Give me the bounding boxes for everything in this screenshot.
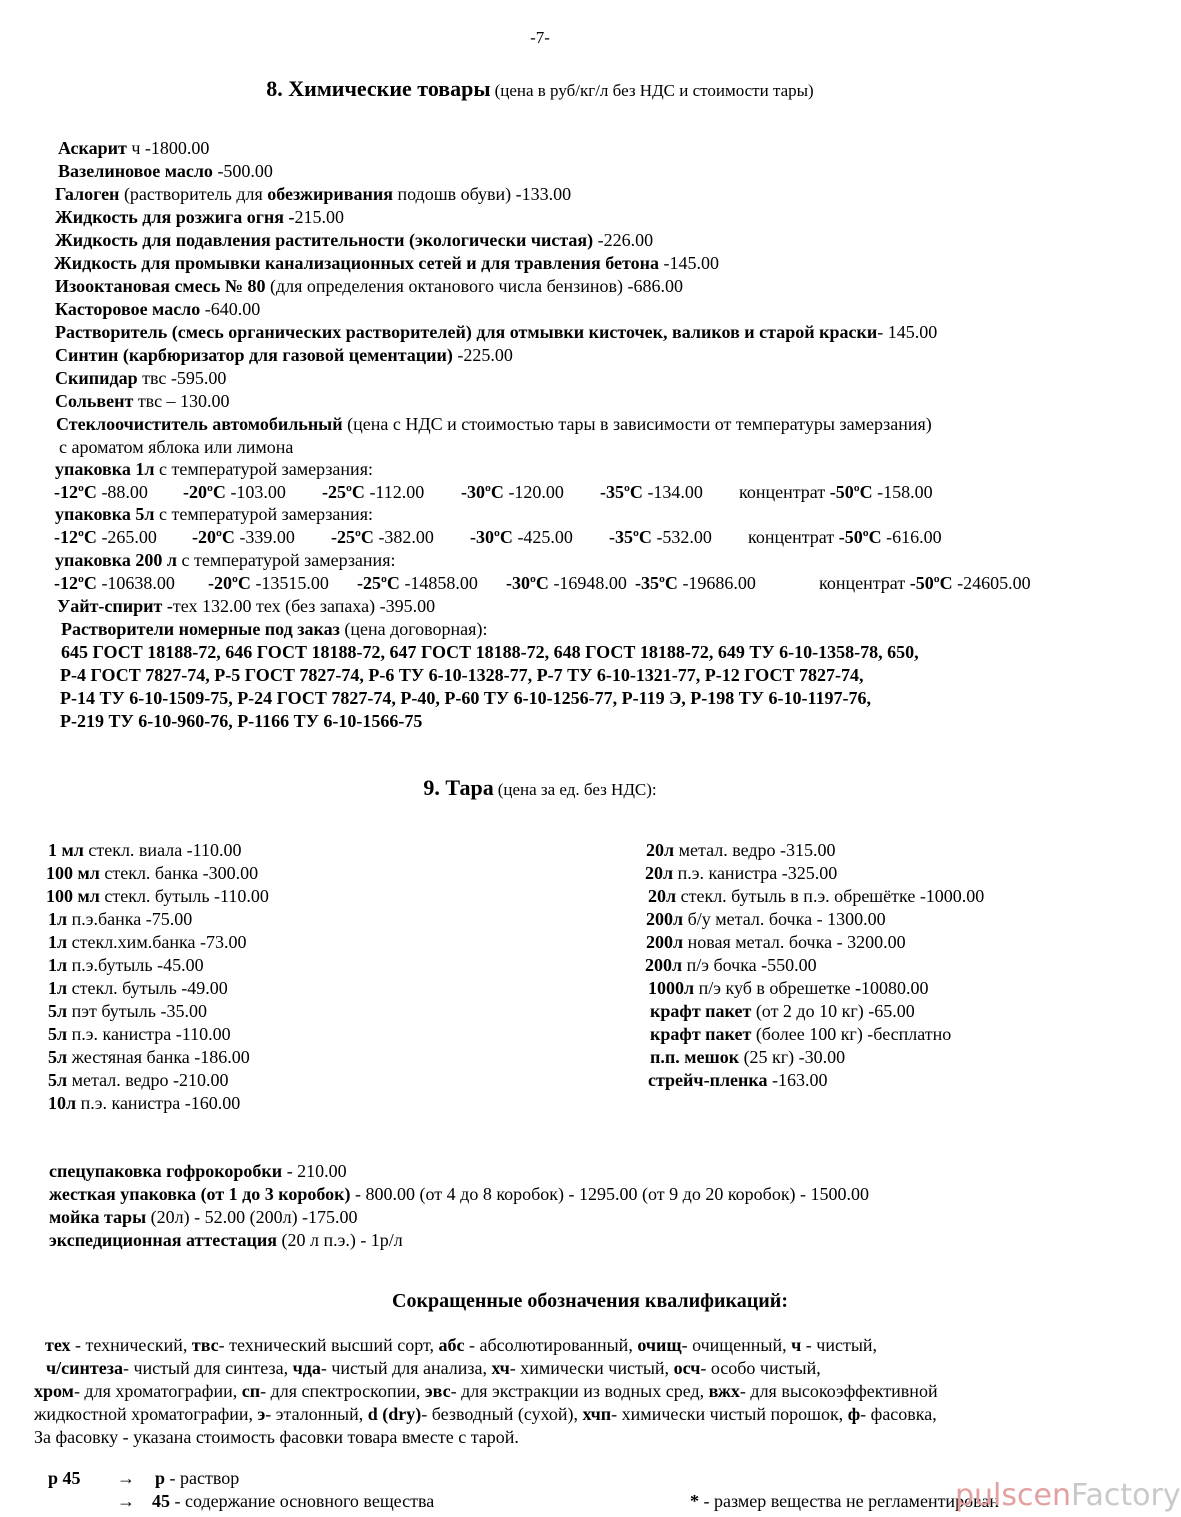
- chem-item-text: 215.00: [294, 207, 344, 227]
- white-spirit-name: Уайт-спирит -: [57, 596, 173, 616]
- chem-item: [58, 137, 209, 159]
- abbreviation-code: d (dry): [367, 1404, 422, 1424]
- abbreviations-title: Сокращенные обозначения квалификаций:: [392, 1290, 788, 1312]
- container-item: [648, 885, 984, 907]
- chem-item: [56, 413, 932, 435]
- pack-desc: с температурой замерзания:: [176, 550, 396, 570]
- container-item-text: стекл. виала -110.00: [83, 840, 242, 860]
- temp-price-text: -616.00: [881, 527, 942, 547]
- solvent-line-text: 645 ГОСТ 18188-72, 646 ГОСТ 18188-72, 647 ГОСТ 18188-72, 648 ГОСТ 18188-72, 649 ТУ 6-10-1358-78, 650,: [61, 642, 919, 662]
- container-item-text: п.э. канистра -110.00: [67, 1024, 231, 1044]
- abbreviation-code: хром: [34, 1381, 74, 1401]
- container-item: [645, 862, 837, 884]
- temp-price-text: -13515.00: [250, 573, 329, 593]
- container-item-text: метал. ведро -210.00: [67, 1070, 229, 1090]
- temp-price-bold: -30ºС: [506, 573, 549, 593]
- container-item-text: пэт бутыль -35.00: [67, 1001, 207, 1021]
- temp-price: [461, 481, 564, 503]
- chem-item-text: твс -595.00: [137, 368, 227, 388]
- abbreviation-text: - фасовка,: [860, 1404, 937, 1424]
- extra-service: [49, 1183, 869, 1205]
- container-item-bold: 5л: [48, 1024, 68, 1044]
- temp-price-text: -532.00: [651, 527, 712, 547]
- chem-item-text-2: подошв обуви) -133.00: [392, 184, 572, 204]
- temp-price-text: -158.00: [872, 482, 933, 502]
- abbreviation-text: - химически чистый,: [509, 1358, 674, 1378]
- temp-price-bold: -25ºС: [357, 573, 400, 593]
- temp-price-bold: -25ºС: [331, 527, 374, 547]
- temp-price-bold: -50ºС: [838, 527, 882, 547]
- temp-price: [635, 572, 756, 594]
- container-item-bold: 1л: [48, 909, 68, 929]
- abbreviation-code: э: [257, 1404, 266, 1424]
- container-item-bold: 200л: [646, 909, 684, 929]
- chem-item: [54, 252, 719, 274]
- temp-price: [819, 572, 1031, 594]
- temp-price: [322, 481, 424, 503]
- container-item-bold: 200л: [645, 955, 683, 975]
- abbreviation-code: абс: [438, 1335, 465, 1355]
- abbreviation-text: - химически чистый порошок,: [611, 1404, 848, 1424]
- abbreviation-text: жидкостной хроматографии,: [34, 1404, 258, 1424]
- solvent-line-text: Р-4 ГОСТ 7827-74, Р-5 ГОСТ 7827-74, Р-6 ТУ 6-10-1328-77, Р-7 ТУ 6-10-1321-77, Р-12 ГОСТ 7827-74,: [60, 665, 864, 685]
- container-item-bold: стрейч-пленка: [648, 1070, 768, 1090]
- arrow-icon: →: [117, 1491, 135, 1511]
- abbreviation-text: - чистый,: [801, 1335, 878, 1355]
- section9-heading: [0, 775, 1080, 804]
- temp-price-text: -14858.00: [399, 573, 478, 593]
- legend-row: [690, 1490, 999, 1512]
- chem-item: [55, 183, 571, 205]
- temp-price-text: -103.00: [225, 482, 286, 502]
- temp-price-bold: -20ºС: [183, 482, 226, 502]
- abbreviation-code: тех: [45, 1335, 71, 1355]
- temp-price-text: -10638.00: [96, 573, 175, 593]
- legend-row: [155, 1467, 239, 1489]
- pack-header: [55, 458, 373, 480]
- temp-price-bold: -35ºС: [600, 482, 643, 502]
- pack-name: упаковка 5л: [55, 504, 155, 524]
- container-item: [48, 1046, 250, 1068]
- container-item-text: стекл.хим.банка -73.00: [67, 932, 247, 952]
- temp-price-bold: -20ºС: [208, 573, 251, 593]
- legend-code: р: [155, 1468, 166, 1488]
- abbreviation-text: - для экстракции из водных сред,: [450, 1381, 709, 1401]
- temp-price-text: -134.00: [642, 482, 703, 502]
- abbreviation-line: [34, 1426, 519, 1448]
- arrow-icon: [117, 1490, 135, 1512]
- extra-service-bold: экспедиционная аттестация: [49, 1230, 277, 1250]
- legend-code: *: [690, 1491, 699, 1511]
- abbreviation-text: - абсолютированный,: [464, 1335, 638, 1355]
- chem-item-bold-2: обезжиривания: [267, 184, 393, 204]
- pack-desc: с температурой замерзания:: [154, 459, 373, 479]
- abbreviation-code: чда: [292, 1358, 321, 1378]
- extra-service-text: - 800.00 (от 4 до 8 коробок) - 1295.00 (от 9 до 20 коробок) - 1500.00: [350, 1184, 870, 1204]
- chem-item-text: (цена с НДС и стоимостью тары в зависимости от температуры замерзания): [342, 414, 932, 434]
- extra-service-bold: жесткая упаковка (от 1 до 3 коробок): [49, 1184, 351, 1204]
- chem-item-bold: Стеклоочиститель автомобильный: [56, 414, 343, 434]
- pack-header: [55, 549, 395, 571]
- chem-item: [55, 275, 683, 297]
- container-item-bold: 20л: [646, 840, 675, 860]
- temp-price-text: -24605.00: [952, 573, 1031, 593]
- container-item-text: жестяная банка -186.00: [67, 1047, 250, 1067]
- container-item: [48, 931, 246, 953]
- chem-item: [55, 206, 344, 228]
- chem-item-bold: Жидкость для промывки канализационных сетей и для травления бетона: [54, 253, 659, 273]
- section8-title: 8. Химические товары: [266, 76, 491, 101]
- chem-item-bold: Галоген: [55, 184, 120, 204]
- container-item: [46, 885, 269, 907]
- container-item-bold: 10л: [48, 1093, 77, 1113]
- temp-price: [600, 481, 703, 503]
- abbreviation-line: [46, 1357, 821, 1379]
- container-item-bold: 1000л: [648, 978, 695, 998]
- aroma-note-text: с ароматом яблока или лимона: [59, 437, 294, 457]
- container-item-bold: 5л: [48, 1070, 68, 1090]
- chem-item-text: (для определения октанового числа бензинов) -686.00: [265, 276, 684, 296]
- chem-item-bold: Растворитель (смесь органических растворителей) для отмывки кисточек, валиков и старой краски: [55, 322, 878, 342]
- container-item-text: п.э.бутыль -45.00: [67, 955, 204, 975]
- abbreviation-text: - чистый для анализа,: [320, 1358, 492, 1378]
- container-item-text: стекл. бутыль в п.э. обрешётке -1000.00: [676, 886, 985, 906]
- extra-service-text: (20л) - 52.00 (200л) -175.00: [146, 1207, 358, 1227]
- abbreviation-text: - очищенный,: [681, 1335, 792, 1355]
- solvent-line: [60, 710, 422, 732]
- section8-heading: [0, 76, 1080, 105]
- container-item-text: п.э. канистра -160.00: [76, 1093, 241, 1113]
- temp-price-bold: -12ºС: [54, 527, 97, 547]
- temp-price-bold: -35ºС: [635, 573, 678, 593]
- abbreviation-code: ч: [791, 1335, 802, 1355]
- container-item: [650, 1046, 845, 1068]
- temp-price-prefix: концентрат: [819, 573, 910, 593]
- temp-price-bold: -50ºС: [909, 573, 953, 593]
- container-item: [646, 908, 886, 930]
- abbreviation-code: осч: [673, 1358, 701, 1378]
- abbreviation-text: - чистый для синтеза,: [122, 1358, 293, 1378]
- container-item-bold: 100 мл: [46, 863, 100, 883]
- solvent-line-text: Р-14 ТУ 6-10-1509-75, Р-24 ГОСТ 7827-74, Р-40, Р-60 ТУ 6-10-1256-77, Р-119 Э, Р-198 ТУ 6-10-1197-76,: [60, 688, 871, 708]
- white-spirit-prices: тех 132.00 тех (без запаха) -395.00: [172, 596, 436, 616]
- chem-item-text: - 145.00: [877, 322, 938, 342]
- chem-item: [58, 160, 273, 182]
- temp-price-bold: -30ºС: [470, 527, 513, 547]
- extra-service-bold: мойка тары: [49, 1207, 147, 1227]
- temp-price: [192, 526, 295, 548]
- chem-item: [55, 298, 260, 320]
- extra-service: [49, 1206, 358, 1228]
- temp-price-text: -16948.00: [548, 573, 627, 593]
- container-item: [48, 908, 192, 930]
- container-item: [650, 1000, 915, 1022]
- container-item-text: б/у метал. бочка - 1300.00: [683, 909, 886, 929]
- legend-text: - раствор: [165, 1468, 240, 1488]
- chem-item-bold: Скипидар: [55, 368, 138, 388]
- abbreviation-text: - для хроматографии,: [73, 1381, 242, 1401]
- temp-price-bold: -35ºС: [609, 527, 652, 547]
- container-item-bold: 1л: [48, 932, 68, 952]
- container-item-text: (25 кг) -30.00: [739, 1047, 846, 1067]
- legend-text: - содержание основного вещества: [170, 1491, 435, 1511]
- container-item-text: п.э.банка -75.00: [67, 909, 193, 929]
- abbreviation-code: хчп: [582, 1404, 612, 1424]
- arrow-icon: [117, 1467, 135, 1489]
- container-item-text: -163.00: [767, 1070, 828, 1090]
- temp-price: [54, 526, 157, 548]
- section9-subtitle: (цена за ед. без НДС):: [497, 780, 657, 799]
- temp-price-bold: -25ºС: [322, 482, 365, 502]
- chem-item: [55, 367, 226, 389]
- abbreviation-line: [45, 1334, 877, 1356]
- temp-price: [470, 526, 573, 548]
- container-item-bold: 5л: [48, 1001, 68, 1021]
- container-item: [646, 839, 836, 861]
- container-item-bold: 20л: [648, 886, 677, 906]
- section9-title: 9. Тара: [423, 775, 494, 800]
- temp-price-text: -339.00: [234, 527, 295, 547]
- container-item: [645, 954, 817, 976]
- extra-service-bold: спецупаковка гофрокоробки: [49, 1161, 283, 1181]
- temp-price: [54, 481, 148, 503]
- abbreviation-code: сп: [241, 1381, 261, 1401]
- solvents-header-text: (цена договорная):: [339, 619, 488, 639]
- container-item-bold: 200л: [646, 932, 684, 952]
- abbreviation-code: ч/синтеза: [46, 1358, 123, 1378]
- container-item: [48, 1000, 207, 1022]
- abbreviation-line: [34, 1403, 937, 1425]
- abbreviation-text: - особо чистый,: [700, 1358, 821, 1378]
- temp-price-prefix: концентрат: [739, 482, 830, 502]
- abbreviation-code: очищ: [637, 1335, 682, 1355]
- container-item-bold: 1 мл: [48, 840, 84, 860]
- temp-price-text: -265.00: [96, 527, 157, 547]
- extra-service: [49, 1229, 403, 1251]
- arrow-icon: →: [117, 1468, 135, 1488]
- pack-name: упаковка 1л: [55, 459, 155, 479]
- container-item: [48, 1023, 231, 1045]
- abbreviation-code: ф: [847, 1404, 861, 1424]
- abbreviation-text: - эталонный,: [265, 1404, 368, 1424]
- container-item-text: (более 100 кг) -бесплатно: [751, 1024, 952, 1044]
- temp-price-bold: -30ºС: [461, 482, 504, 502]
- container-item-bold: крафт пакет: [650, 1001, 752, 1021]
- abbreviation-text: - технический высший сорт,: [218, 1335, 439, 1355]
- chem-item-text: -640.00: [200, 299, 261, 319]
- temp-price: [609, 526, 712, 548]
- chem-item-bold: Жидкость для подавления растительности (экологически чистая): [55, 230, 594, 250]
- container-item-text: п.э. канистра -325.00: [673, 863, 838, 883]
- pack-header: [55, 503, 373, 525]
- legend-example-text: р 45: [48, 1468, 81, 1488]
- chem-item: [55, 344, 513, 366]
- chem-item-bold: Синтин (карбюризатор для газовой цементации): [55, 345, 453, 365]
- container-item-bold: 20л: [645, 863, 674, 883]
- container-item: [648, 977, 929, 999]
- abbreviation-code: хч: [491, 1358, 510, 1378]
- container-item: [648, 1069, 828, 1091]
- abbreviation-text: - безводный (сухой),: [421, 1404, 583, 1424]
- container-item-text: п/э куб в обрешетке: [694, 978, 856, 998]
- solvent-line: [61, 641, 919, 663]
- chem-item-bold: Жидкость для розжига огня -: [55, 207, 295, 227]
- watermark-logo: pulscenFactory: [955, 1478, 1181, 1513]
- chem-item-text: -500.00: [212, 161, 273, 181]
- extra-service-text: - 210.00: [282, 1161, 347, 1181]
- abbreviation-text: - для спектроскопии,: [260, 1381, 425, 1401]
- container-item-text: стекл. бутыль -110.00: [99, 886, 269, 906]
- chem-item-bold: Вазелиновое масло: [58, 161, 213, 181]
- container-item: [46, 862, 258, 884]
- white-spirit: [57, 595, 435, 617]
- legend-text: - размер вещества не регламентирован: [699, 1491, 999, 1511]
- temp-price: [506, 572, 627, 594]
- container-item-bold: п.п. мешок: [650, 1047, 740, 1067]
- chem-item-bold: Сольвент: [55, 391, 134, 411]
- legend-row: [152, 1490, 434, 1512]
- container-item-bold: 5л: [48, 1047, 68, 1067]
- chem-item-bold: Изооктановая смесь № 80: [55, 276, 266, 296]
- temp-price-text: -120.00: [503, 482, 564, 502]
- solvents-header-bold: Растворители номерные под заказ: [61, 619, 340, 639]
- abbreviation-code: эвс: [424, 1381, 451, 1401]
- container-item-text: (от 2 до 10 кг) -65.00: [751, 1001, 915, 1021]
- legend-code: 45: [152, 1491, 170, 1511]
- temp-price: [357, 572, 478, 594]
- temp-price-text: -382.00: [373, 527, 434, 547]
- container-item-text-2: 10080.00: [861, 978, 929, 998]
- solvent-line-text: Р-219 ТУ 6-10-960-76, Р-1166 ТУ 6-10-1566-75: [60, 711, 423, 731]
- abbreviation-text: - технический,: [70, 1335, 192, 1355]
- container-item-text: стекл. банка -300.00: [99, 863, 259, 883]
- chem-item-text: -226.00: [593, 230, 654, 250]
- chem-item: [55, 390, 230, 412]
- container-item: [48, 954, 204, 976]
- chem-item-text: твс – 130.00: [133, 391, 230, 411]
- temp-price-text: -112.00: [364, 482, 425, 502]
- container-item: [48, 839, 242, 861]
- chem-item-bold: Аскарит: [58, 138, 127, 158]
- chem-item-bold: Касторовое масло: [55, 299, 201, 319]
- temp-price: [748, 526, 942, 548]
- solvent-line: [60, 664, 864, 686]
- temp-price: [208, 572, 329, 594]
- page-number: -7-: [530, 28, 550, 47]
- solvents-header: [61, 618, 487, 640]
- container-item: [650, 1023, 951, 1045]
- container-item: [48, 1092, 240, 1114]
- container-item: [48, 977, 228, 999]
- chem-item: [55, 229, 653, 251]
- extra-service-text: (20 л п.э.) - 1р/л: [276, 1230, 403, 1250]
- temp-price-text: -19686.00: [677, 573, 756, 593]
- container-item-text: новая метал. бочка - 3200.00: [683, 932, 906, 952]
- section8-subtitle: (цена в руб/кг/л без НДС и стоимости тары): [494, 81, 814, 100]
- abbreviation-code: вжх: [708, 1381, 740, 1401]
- temp-price: [739, 481, 933, 503]
- abbreviation-text: За фасовку - указана стоимость фасовки товара вместе с тарой.: [34, 1427, 519, 1447]
- extra-service: [49, 1160, 347, 1182]
- temp-price: [331, 526, 434, 548]
- temp-price-prefix: концентрат: [748, 527, 839, 547]
- pack-name: упаковка 200 л: [55, 550, 177, 570]
- container-item-bold: 100 мл: [46, 886, 100, 906]
- container-item-bold: 1л: [48, 955, 68, 975]
- chem-item: [55, 321, 937, 343]
- temp-price: [54, 572, 175, 594]
- abbreviation-text: - для высокоэффективной: [739, 1381, 938, 1401]
- temp-price-text: -425.00: [512, 527, 573, 547]
- container-item-bold: крафт пакет: [650, 1024, 752, 1044]
- abbreviation-code: твс: [191, 1335, 219, 1355]
- temp-price: [183, 481, 286, 503]
- chem-item-text: ч -1800.00: [126, 138, 210, 158]
- legend-example: [48, 1467, 81, 1489]
- container-item: [48, 1069, 229, 1091]
- abbreviation-line: [34, 1380, 938, 1402]
- pack-desc: с температурой замерзания:: [154, 504, 373, 524]
- temp-price-bold: -12ºС: [54, 482, 97, 502]
- chem-item-text: -225.00: [452, 345, 513, 365]
- container-item-bold-2: -: [855, 978, 862, 998]
- temp-price-bold: -12ºС: [54, 573, 97, 593]
- temp-price-text: -88.00: [96, 482, 148, 502]
- aroma-note: [59, 436, 293, 458]
- solvent-line: [60, 687, 871, 709]
- temp-price-bold: -50ºС: [829, 482, 873, 502]
- chem-item-text: -145.00: [658, 253, 719, 273]
- container-item-text: п/э бочка -550.00: [682, 955, 817, 975]
- container-item-text: стекл. бутыль -49.00: [67, 978, 228, 998]
- temp-price-bold: -20ºС: [192, 527, 235, 547]
- container-item: [646, 931, 906, 953]
- container-item-text: метал. ведро -315.00: [674, 840, 836, 860]
- container-item-bold: 1л: [48, 978, 68, 998]
- chem-item-text: (растворитель для: [119, 184, 268, 204]
